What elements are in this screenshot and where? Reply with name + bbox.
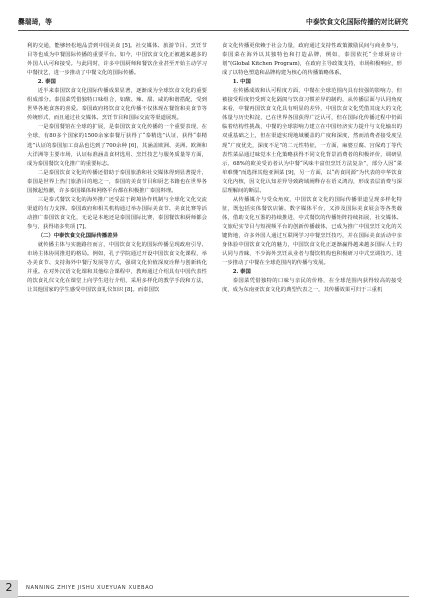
- body-paragraph: 就传播主体与实施路径而言，中国饮食文化的国际传播呈现政府引导、市场主体协同推进的格局。例如，孔子学院通过开设中国饮食文化课程，举办美食节、支持海外中餐厅发展等方式，强调文化价值深度诠释与创新转化并重。在对外汉语文化课和其他综合课程中，教师通过介绍具有中国代表性的饮食礼仪文化在课堂上向学生进行介绍，采用多样化的教学手段和方法，让其他国家的学生感受中国饮食礼仪知识 [8]。而泰国饮: [27, 242, 207, 294]
- page-number: 2: [5, 581, 13, 594]
- left-text-column: [27, 42, 207, 295]
- journal-name-pinyin: NANNING ZHIYE JISHU XUEYUAN XUEBAO: [26, 585, 154, 591]
- body-paragraph: 利的交通，能够轻松地品尝到中国美食 [5]。社交媒体、旅游节目、烹饪节目等也成为中餐国际传播的重要平台。如今，中国饮食文化正被越来越多的外国人认可和接受。与此同时，许多中国厨师和餐饮企业甚至开始主动学习中餐技艺，进一步推动了中餐文化的国际传播。: [27, 43, 207, 77]
- body-paragraph: 在传播成效和认可程度方面，中餐在全球范围内具有较强的影响力，但被接受程度仍受到文化隔阂与饮食习惯差异的制约，从传播层面与认同角度来看，中餐再国饮食文化具有明显的差异，中国饮食文化凭借其庞大的文化体量与历史积淀，已在世界各国获得广泛认可，但在国际化传播过程中仍面临着结构性挑战，中餐的全球影响力建立在中国经济实力提升与文化输出的双重基础之上，但在渠道实现地域覆盖的广度和深度，然而消费者接受度呈现“广度优先，深度不足”的二元性特征，一方面，麻婆豆腐、宫保鸡丁等代表性菜品通过味觉本土化策略获得不同文化背景消费者的积极评价，调研显示，68%的欧美受访者认为中餐“风味丰富但烹饪方法复杂”，部分人因“菜单难懂”而选择其他亚洲菜 [9]，另一方面，以“药食同源”为代表的中华饮食文化内核，因文化认知差异导致跨域阐释存在语义鸿沟，形成表层消费与深层理解间的断层。: [222, 88, 402, 194]
- body-paragraph: 二是泰国饮食文化的传播还借助于泰国旅游和社交媒体得到显著提升，泰国是世界上热门旅游目的地之一，泰国的美食节目和厨艺书籍也在世界各国掀起热潮，许多泰国媒体和网络平台都在积极推广泰国料理。: [27, 169, 207, 194]
- body-paragraph: 三是泰式餐饮文化的海外推广还受益于跨境协作机制与全球化文化交流渠道的有力支撑。泰国政府和相关机构通过举办国际美食节、美食比赛等活动推广泰国饮食文化，无论是本地还是泰国国际比赛，泰国餐饮和厨师都会参与，获得诸多奖项 [7]。: [27, 196, 207, 230]
- subsection-heading: 2. 泰国: [232, 269, 251, 276]
- body-paragraph: 近半来泰国饮食文化国际传播成果显著，逐渐成为全球饮食文化的重要组成部分。泰国菜凭借独特口味组合，如酸、辣、甜、咸的和谐搭配，受到世界各地食客的喜爱。泰国政府将饮食文化传播不仅体现在餐馆和美食节等传统形式，而且通过社交媒体、烹饪节目和国际交流等渠道展现。: [27, 88, 207, 122]
- subsection-heading: 1. 中国: [232, 79, 251, 86]
- header-divider: [18, 30, 409, 31]
- body-paragraph: 从传播媒介与受众角度，中国饮食文化的国际传播渠道呈现多样化特征，既包括实体餐饮店铺、数字媒体平台，又涉及国际美食展会等各类载体，借助文化互鉴的持续推进，中式餐饮的传播矩阵持续拓展，社交媒体、文旅纪实节目与短视频平台的创新传播载体，已成为推广中国烹饪文化的关键阵地，许多外国人通过互联网学习中餐烹饪技巧，并在国际美食活动中亲身体验中国饮食文化的魅力，中国饮食文化正逐渐赢得越来越多国际人士的认同与青睐，不少海外烹饪从业者与餐饮机构也积极研习中式烹调技巧，进一步推动了中餐在全球范围内的传播与发展。: [222, 196, 402, 267]
- section-heading: （二）中泰饮食文化国际传播差异: [37, 232, 118, 239]
- right-text-column: [222, 42, 402, 295]
- subsection-heading: 2. 泰国: [37, 79, 56, 86]
- header-authors: 爨瑞琦，等: [18, 18, 52, 26]
- body-paragraph: 食文化传播更依赖于社会力量，政府通过支持性政策激励民间与商业参与，泰国菜在海外以其独特色和打造品牌，例如，泰国依托“全球厨房计划”(Global Kitchen Program)，在政府主导政策支持，市场积极响应，形成了以特色塑造和品牌构建为核心的传播策略体系。: [222, 43, 402, 77]
- body-paragraph: 一是泰国餐馆在全球的扩展，是泰国饮食文化传播的一个重要表现，在全球，有80多个国家的1500余家泰餐厅获得了“泰精选”认证，获得“泰精选”认证的泰国加工食品也达到了700余种 [6]，其涵盖欧洲、美洲、欧洲和大洋洲等主要市场，认证标准涵盖食材选用、烹饪技艺与服务质量等方面，成为泰国餐饮文化推广的重要标志。: [27, 124, 207, 167]
- running-header: [18, 14, 408, 28]
- header-running-title: 中泰饮食文化国际传播的对比研究: [306, 18, 408, 26]
- footer-divider: [18, 596, 409, 597]
- body-paragraph: 泰国菜凭借独特的口味与亲民的价格，在全球范围内获得较高的接受度，成为东南亚饮食文化的典型代表之一，其传播效果可归于三重机: [222, 278, 402, 294]
